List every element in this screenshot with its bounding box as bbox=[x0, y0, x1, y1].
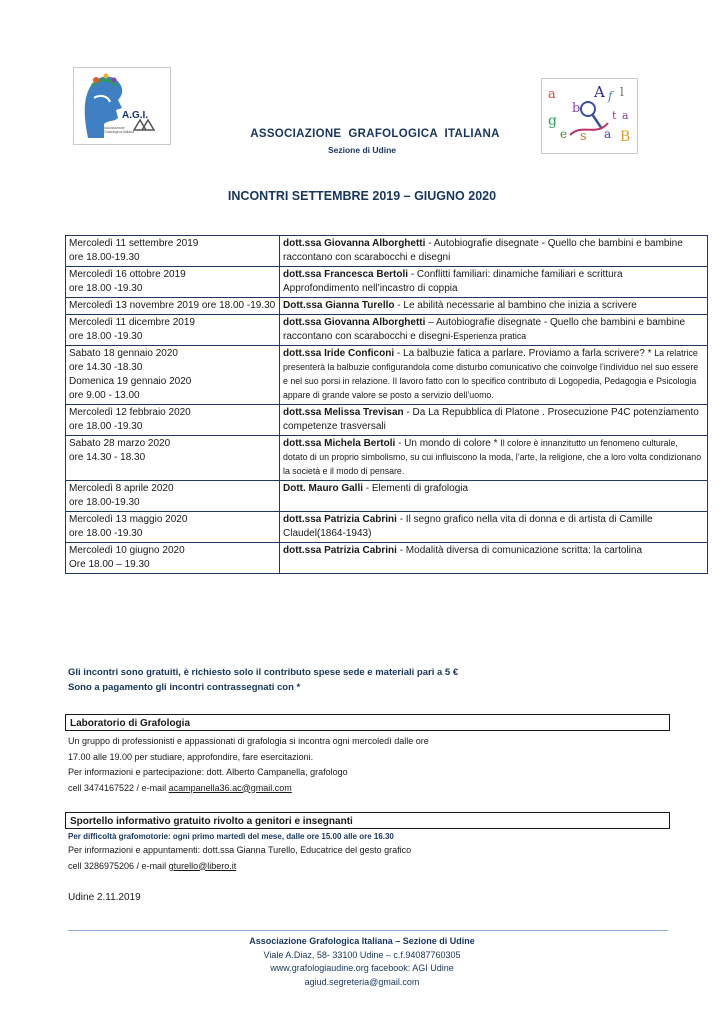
schedule-topic bbox=[280, 236, 708, 267]
talk-title: - Elementi di grafologia bbox=[363, 483, 469, 494]
speaker-name: dott.ssa Iride Conficoni bbox=[283, 348, 395, 359]
schedule-date: Sabato 28 marzo 2020 ore 14.30 - 18.30 bbox=[66, 436, 280, 481]
schedule-topic bbox=[280, 315, 708, 346]
speaker-name: dott.ssa Melissa Trevisan bbox=[283, 407, 404, 418]
sportello-phone: cell 3286975206 / e-mail bbox=[68, 860, 169, 871]
schedule-date: Mercoledì 13 novembre 2019 ore 18.00 -19.30 bbox=[66, 298, 280, 315]
page-title: INCONTRI SETTEMBRE 2019 – GIUGNO 2020 bbox=[227, 189, 497, 203]
logo-letter: a bbox=[604, 127, 612, 141]
logo-letter: B bbox=[620, 129, 631, 145]
schedule-topic bbox=[280, 436, 708, 481]
logo-letter: f bbox=[608, 89, 613, 103]
talk-description: Il colore è innanzitutto un fenomeno culturale, dotato di un proprio simbolismo, su cui influiscono la moda, l’arte, la religione, che a loro volta condizionano la società e il modo di pensare. bbox=[283, 438, 702, 476]
schedule-date: Mercoledì 13 maggio 2020 ore 18.00 -19.30 bbox=[66, 512, 280, 543]
footer-address: Viale A.Diaz, 58- 33100 Udine – c.f.94087760305 bbox=[263, 950, 461, 960]
footer-org: Associazione Grafologica Italiana – Sezione di Udine bbox=[249, 936, 475, 946]
schedule-topic bbox=[280, 405, 708, 436]
logo-letter: a bbox=[548, 87, 556, 102]
schedule-topic bbox=[280, 512, 708, 543]
schedule-topic bbox=[280, 346, 708, 405]
schedule-date: Mercoledì 16 ottobre 2019 ore 18.00 -19.30 bbox=[66, 267, 280, 298]
logo-letter: l bbox=[620, 85, 624, 99]
schedule-topic bbox=[280, 298, 708, 315]
agi-logo-text: A.G.I. bbox=[122, 110, 149, 121]
footer-email: agiud.segreteria@gmail.com bbox=[304, 977, 420, 987]
talk-title: - Modalità diversa di comunicazione scritta: la cartolina bbox=[396, 545, 643, 556]
lab-heading: Laboratorio di Grafologia bbox=[65, 714, 670, 731]
lab-line: Per informazioni e partecipazione: dott. Alberto Campanella, grafologo bbox=[68, 767, 348, 777]
schedule-row bbox=[66, 315, 708, 346]
logo-letter: s bbox=[580, 129, 587, 144]
sportello-email-link[interactable]: gturello@libero.it bbox=[168, 860, 237, 871]
sportello-schedule: Per difficoltà grafomotorie: ogni primo martedì del mese, dalle ore 15.00 alle ore 16.30 bbox=[68, 832, 394, 841]
lab-email-link[interactable]: acampanella36.ac@gmail.com bbox=[168, 782, 292, 793]
lab-line: 17.00 alle 19.00 per studiare, approfondire, fare esercitazioni. bbox=[68, 751, 314, 762]
schedule-row bbox=[66, 543, 708, 574]
speaker-name: dott.ssa Patrizia Cabrini bbox=[283, 514, 397, 525]
footer-divider bbox=[68, 930, 668, 931]
schedule-date: Mercoledì 11 settembre 2019 ore 18.00-19.30 bbox=[66, 236, 280, 267]
lab-phone: cell 3474167522 / e-mail bbox=[68, 782, 169, 793]
talk-title: - Conflitti familiari: dinamiche familiari e scrittura Approfondimento nell’incastro di coppia bbox=[283, 269, 623, 294]
schedule-row bbox=[66, 405, 708, 436]
logo-letter: t bbox=[612, 109, 617, 122]
talk-title: - Le abilità necessarie al bambino che inizia a scrivere bbox=[394, 300, 637, 311]
speaker-name: dott.ssa Giovanna Alborghetti bbox=[283, 317, 426, 328]
agi-logo-subtext: Associazione Grafologica Italiana bbox=[104, 126, 135, 134]
schedule-row bbox=[66, 436, 708, 481]
talk-description: -Esperienza pratica bbox=[450, 331, 527, 341]
talk-title: - La balbuzie fatica a parlare. Proviamo a farla scrivere? * bbox=[394, 348, 655, 359]
speaker-name: dott.ssa Michela Bertoli bbox=[283, 438, 396, 449]
speaker-name: dott.ssa Giovanna Alborghetti bbox=[283, 238, 426, 249]
logo-letter: a bbox=[622, 109, 629, 122]
logo-letter: e bbox=[560, 127, 568, 141]
talk-title: - Un mondo di colore * bbox=[395, 438, 501, 449]
schedule-row bbox=[66, 267, 708, 298]
talk-title: – Autobiografie disegnate - Quello che bambini e bambine raccontano con scarabocchi e disegni bbox=[283, 317, 686, 342]
schedule-row bbox=[66, 298, 708, 315]
talk-title: - Il segno grafico nella vita di donna e di artista di Camille Claudel(1864-1943) bbox=[283, 514, 653, 539]
document-date: Udine 2.11.2019 bbox=[68, 892, 141, 903]
sportello-contact bbox=[68, 859, 411, 875]
talk-title: - Autobiografie disegnate - Quello che bambini e bambine raccontano con scarabocchi e disegni bbox=[283, 238, 683, 263]
speaker-name: Dott.ssa Gianna Turello bbox=[283, 300, 395, 311]
sportello-heading: Sportello informativo gratuito rivolto a genitori e insegnanti bbox=[65, 812, 670, 829]
schedule-date: Mercoledì 11 dicembre 2019 ore 18.00 -19.30 bbox=[66, 315, 280, 346]
schedule-row bbox=[66, 236, 708, 267]
schedule-date: Mercoledì 12 febbraio 2020 ore 18.00 -19.30 bbox=[66, 405, 280, 436]
schedule-topic bbox=[280, 481, 708, 512]
paid-events-note: Sono a pagamento gli incontri contrassegnati con * bbox=[68, 682, 301, 693]
logo-letter: g bbox=[548, 113, 557, 129]
schedule-date: Mercoledì 10 giugno 2020 Ore 18.00 – 19.30 bbox=[66, 543, 280, 574]
schedule-row bbox=[66, 481, 708, 512]
sportello-line: Per informazioni e appuntamenti: dott.ssa Gianna Turello, Educatrice del gesto grafico bbox=[68, 845, 412, 855]
lab-line: Un gruppo di professionisti e appassionati di grafologia si incontra ogni mercoledì dalle ore bbox=[68, 736, 429, 746]
sportello-description bbox=[68, 831, 411, 874]
schedule-row bbox=[66, 512, 708, 543]
schedule-date: Sabato 18 gennaio 2020 ore 14.30 -18.30 Domenica 19 gennaio 2020 ore 9.00 - 13.00 bbox=[66, 346, 280, 405]
schedule-row bbox=[66, 346, 708, 405]
logo-letter: A bbox=[594, 83, 605, 101]
schedule-topic bbox=[280, 267, 708, 298]
lab-description bbox=[68, 734, 429, 796]
speaker-name: Dott. Mauro Galli bbox=[283, 483, 363, 494]
schedule-table bbox=[65, 235, 708, 574]
logo-letter: b bbox=[572, 101, 581, 116]
schedule-date: Mercoledì 8 aprile 2020 ore 18.00-19.30 bbox=[66, 481, 280, 512]
alphabet-logo bbox=[541, 78, 638, 154]
lab-contact bbox=[68, 781, 429, 797]
talk-description: La relatrice presenterà la balbuzie configurandola come disturbo comunicativo che coinvolge l’individuo nel suo essere e nel suo porsi in relazione. Il lavoro fatto con lo specifico contributo di Logopedia, Pedagogia e Psicologia appare di grande valore se posto a servizio dell’uomo. bbox=[283, 348, 699, 400]
free-events-note: Gli incontri sono gratuiti, è richiesto solo il contributo spese sede e materiali pari a 5 € bbox=[68, 667, 459, 678]
speaker-name: dott.ssa Patrizia Cabrini bbox=[283, 545, 397, 556]
footer-web: www.grafologiaudine.org facebook: AGI Udine bbox=[270, 963, 454, 973]
speaker-name: dott.ssa Francesca Bertoli bbox=[283, 269, 409, 280]
org-name: ASSOCIAZIONE GRAFOLOGICA ITALIANA bbox=[250, 128, 500, 140]
schedule-topic bbox=[280, 543, 708, 574]
section-name: Sezione di Udine bbox=[327, 145, 396, 155]
talk-title: - Da La Repubblica di Platone . Prosecuzione P4C potenziamento competenze trasversali bbox=[283, 407, 699, 432]
